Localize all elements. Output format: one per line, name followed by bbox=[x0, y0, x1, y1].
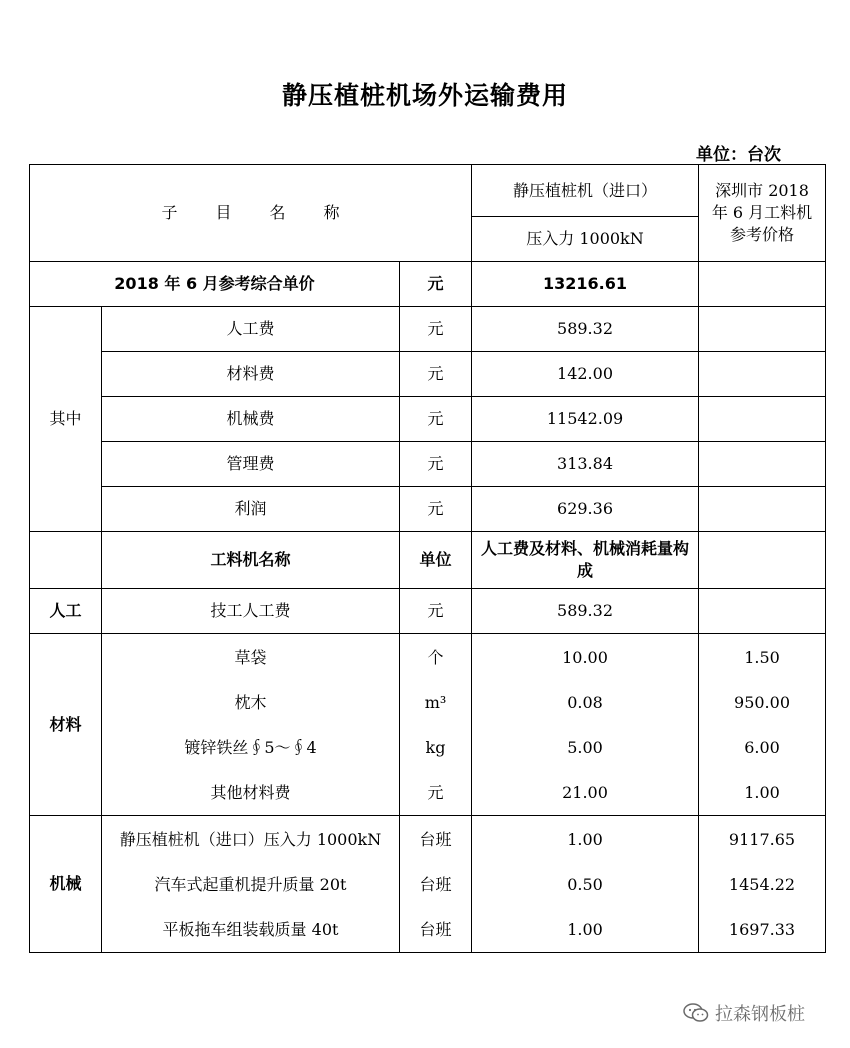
sub-header-row bbox=[30, 532, 826, 589]
machine-qty: 1.00 bbox=[567, 829, 603, 849]
machine-qty: 0.50 bbox=[567, 874, 603, 894]
material-unit: 个 bbox=[427, 647, 444, 667]
material-qty: 21.00 bbox=[562, 782, 608, 802]
material-price: 1.00 bbox=[744, 782, 780, 802]
summary-unit: 元 bbox=[400, 262, 472, 307]
material-name: 枕木 bbox=[234, 692, 267, 712]
row-value: 142.00 bbox=[472, 352, 699, 397]
materials-block bbox=[30, 634, 826, 816]
row-value: 629.36 bbox=[472, 487, 699, 532]
material-name: 其他材料费 bbox=[210, 782, 291, 802]
sub-header-composition: 人工费及材料、机械消耗量构成 bbox=[472, 532, 699, 589]
row-name: 利润 bbox=[102, 487, 400, 532]
wechat-icon bbox=[683, 1003, 709, 1023]
row-unit: 元 bbox=[400, 442, 472, 487]
ref-price-header: 深圳市 2018 年 6 月工料机参考价格 bbox=[699, 165, 826, 262]
sub-header-unit: 单位 bbox=[400, 532, 472, 589]
material-name: 草袋 bbox=[234, 647, 267, 667]
machine-price: 1454.22 bbox=[728, 874, 796, 894]
machine-qty: 1.00 bbox=[567, 919, 603, 939]
table-row bbox=[30, 307, 826, 352]
row-unit: 元 bbox=[400, 397, 472, 442]
row-value: 313.84 bbox=[472, 442, 699, 487]
machine-unit: 台班 bbox=[419, 829, 452, 849]
machine-name: 平板拖车组装载质量 40t bbox=[162, 919, 339, 939]
row-value: 589.32 bbox=[472, 307, 699, 352]
row-name: 机械费 bbox=[102, 397, 400, 442]
summary-label: 2018 年 6 月参考综合单价 bbox=[30, 262, 400, 307]
breakdown-group: 其中 bbox=[30, 307, 102, 532]
row-name: 人工费 bbox=[102, 307, 400, 352]
machine-name: 静压植桩机（进口）压入力 1000kN bbox=[119, 829, 382, 849]
row-name: 管理费 bbox=[102, 442, 400, 487]
watermark bbox=[683, 1000, 805, 1026]
material-qty: 0.08 bbox=[567, 692, 603, 712]
machine-price: 1697.33 bbox=[728, 919, 796, 939]
machinery-block bbox=[30, 816, 826, 953]
machine-unit: 台班 bbox=[419, 919, 452, 939]
watermark-text: 拉森钢板桩 bbox=[715, 1004, 805, 1025]
pressure-header: 压入力 1000kN bbox=[472, 217, 699, 262]
table-row bbox=[30, 442, 826, 487]
cost-table bbox=[29, 164, 826, 953]
labor-group: 人工 bbox=[30, 589, 102, 634]
material-qty: 5.00 bbox=[567, 737, 603, 757]
row-value: 11542.09 bbox=[472, 397, 699, 442]
name-col-header: 子目名称 bbox=[30, 165, 472, 262]
sub-header-name: 工料机名称 bbox=[102, 532, 400, 589]
row-unit: 元 bbox=[400, 352, 472, 397]
unit-label: 单位：台次 bbox=[696, 145, 781, 165]
summary-value: 13216.61 bbox=[472, 262, 699, 307]
material-unit: kg bbox=[425, 737, 446, 757]
labor-name: 技工人工费 bbox=[102, 589, 400, 634]
material-price: 6.00 bbox=[744, 737, 780, 757]
page-title: 静压植桩机场外运输费用 bbox=[281, 81, 568, 110]
materials-group: 材料 bbox=[30, 634, 102, 816]
row-name: 材料费 bbox=[102, 352, 400, 397]
labor-value: 589.32 bbox=[472, 589, 699, 634]
machinery-group: 机械 bbox=[30, 816, 102, 953]
table-row bbox=[30, 352, 826, 397]
table-row bbox=[30, 397, 826, 442]
material-price: 1.50 bbox=[744, 647, 780, 667]
row-unit: 元 bbox=[400, 307, 472, 352]
labor-unit: 元 bbox=[400, 589, 472, 634]
machine-unit: 台班 bbox=[419, 874, 452, 894]
material-qty: 10.00 bbox=[562, 647, 608, 667]
labor-row bbox=[30, 589, 826, 634]
material-name: 镀锌铁丝∮5～∮4 bbox=[184, 737, 317, 757]
material-unit: m³ bbox=[424, 692, 447, 712]
machine-header: 静压植桩机（进口） bbox=[472, 165, 699, 217]
material-unit: 元 bbox=[427, 782, 444, 802]
material-price: 950.00 bbox=[734, 692, 790, 712]
machine-name: 汽车式起重机提升质量 20t bbox=[154, 874, 347, 894]
row-unit: 元 bbox=[400, 487, 472, 532]
machine-price: 9117.65 bbox=[728, 829, 796, 849]
table-row bbox=[30, 487, 826, 532]
summary-row bbox=[30, 262, 826, 307]
